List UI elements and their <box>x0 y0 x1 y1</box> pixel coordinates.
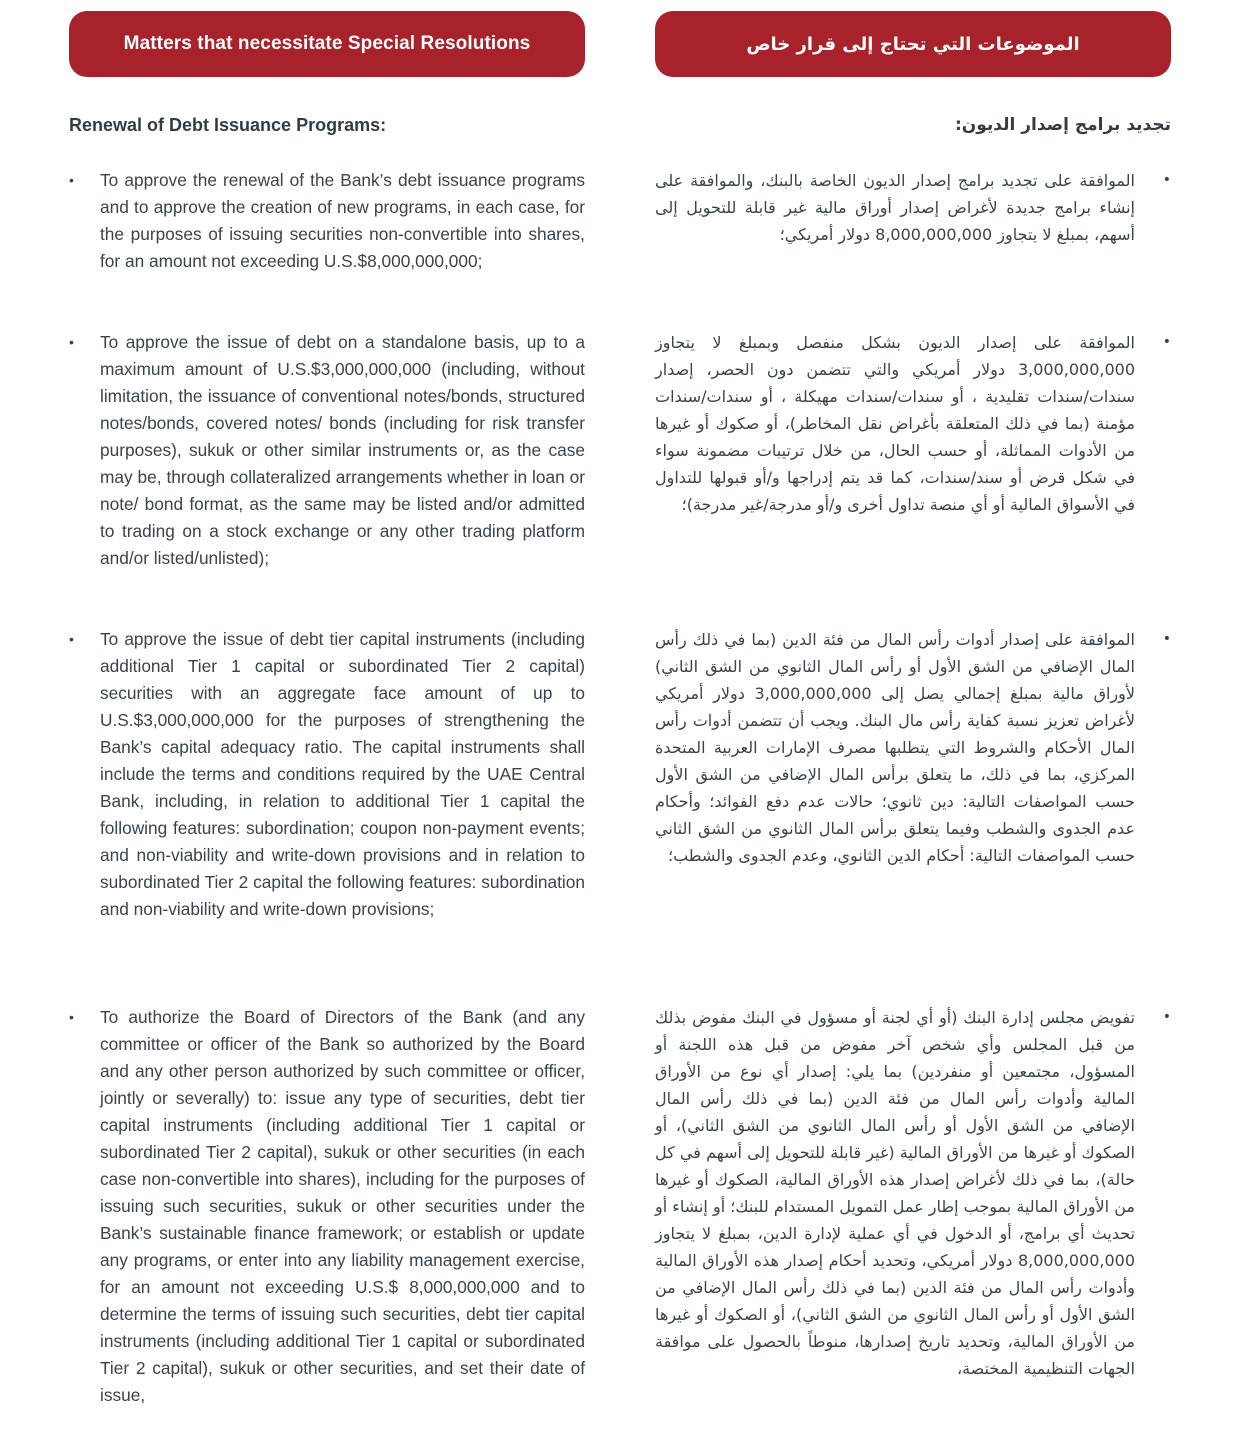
bullet-icon: • <box>1162 631 1171 647</box>
list-item-text: الموافقة على إصدار الديون بشكل منفصل وبمبلغ لا يتجاوز 3,000,000,000 دولار أمريكي والتي تتضمن دون الحصر، إصدار سندات/سندات تقليدية ، أو سندات/سندات مهيكلة ، أو سندات/سندات مؤمنة (بما في ذلك المتعلقة بأغراض نقل المخاطر)، أو صكوك أو غيرها من الأدوات المماثلة، أو حسب الحال، من خلال ترتيبات مضمونة سواء في شكل قرض أو سند/سندات، كما قد يتم إدراجها و/أو قبولها للتداول في الأسواق المالية أو أي منصة تداول أخرى و/أو مدرجة/غير مدرجة)؛ <box>655 333 1135 514</box>
bullet-icon: • <box>1162 334 1171 350</box>
english-section-title: Renewal of Debt Issuance Programs: <box>69 115 387 135</box>
list-item-text: تفويض مجلس إدارة البنك (أو أي لجنة أو مسؤول في البنك مفوض بذلك من قبل المجلس وأي شخص آخر مفوض من قبل هذه اللجنة أو المسؤول، مجتمعين أو منفردين) بما يلي: إصدار أي نوع من الأوراق المالية وأدوات رأس المال من فئة الدين (بما في ذلك رأس المال الإضافي من الشق الأول أو رأس المال الثانوي من الشق الثاني)، أو الصكوك أو غيرها من الأوراق المالية (غير قابلة للتحويل إلى أسهم في كل حالة)، بما في ذلك لأغراض إصدار هذه الأوراق المالية، الصكوك أو غيرها من الأوراق المالية بموجب إطار عمل التمويل المستدام للبنك؛ أو إنشاء أو تحديث أي برامج، أو الدخول في أي عملية لإدارة الدين، بمبلغ لا يتجاوز 8,000,000,000 دولار أمريكي، وتحديد أحكام إصدار هذه الأوراق المالية وأدوات رأس المال من فئة الدين (بما في ذلك رأس المال الإضافي من الشق الأول أو رأس المال الثانوي من الشق الثاني)، أو الصكوك أو غيرها من الأوراق المالية، وتحديد تاريخ إصدارها، منوطاً بالحصول على موافقة الجهات التنظيمية المختصة، <box>655 1008 1135 1378</box>
bullet-icon: • <box>69 631 74 647</box>
list-item <box>655 329 1171 599</box>
list-item <box>69 167 585 302</box>
bullet-icon: • <box>1162 1009 1171 1025</box>
english-resolution-list <box>69 167 585 1409</box>
list-item <box>655 626 1171 977</box>
list-item-text: الموافقة على تجديد برامج إصدار الديون الخاصة بالبنك، والموافقة على إنشاء برامج جديدة لأغراض إصدار أوراق مالية غير قابلة للتحويل إلى أسهم، بمبلغ لا يتجاوز 8,000,000,000 دولار أمريكي؛ <box>655 171 1135 244</box>
list-item <box>655 1004 1171 1382</box>
arabic-section-title: تجديد برامج إصدار الديون: <box>954 115 1171 135</box>
arabic-header-banner <box>655 11 1171 77</box>
english-column <box>69 11 585 1436</box>
arabic-column <box>655 11 1171 1409</box>
list-item <box>69 329 585 599</box>
bullet-icon: • <box>69 334 74 350</box>
english-header-title: Matters that necessitate Special Resolutions <box>123 33 531 54</box>
list-item-text: To approve the issue of debt tier capital instruments (including additional Tier 1 capital or subordinated Tier 2 capital) securities with an aggregate face amount of up to U.S.$3,000,000,000 for the purposes of strengthening the Bank’s capital adequacy ratio. The capital instruments shall include the terms and conditions required by the UAE Central Bank, including, in relation to additional Tier 1 capital the following features: subordination; coupon non-payment events; and non-viability and write-down provisions and in relation to subordinated Tier 2 capital the following features: subordination and non-viability and write-down provisions; <box>100 629 585 919</box>
bullet-icon: • <box>1162 172 1171 188</box>
list-item-text: To approve the issue of debt on a standalone basis, up to a maximum amount of U.S.$3,000,000,000 (including, without limitation, the issuance of conventional notes/bonds, structured notes/bonds, covered notes/ bonds (including for risk transfer purposes), sukuk or other similar instruments or, as the case may be, through collateralized arrangements whether in loan or note/ bond format, as the same may be listed and/or admitted to trading on a stock exchange or any other trading platform and/or listed/unlisted); <box>100 332 585 568</box>
list-item-text: To approve the renewal of the Bank’s debt issuance programs and to approve the creation of new programs, in each case, for the purposes of issuing securities non-convertible into shares, for an amount not exceeding U.S.$8,000,000,000; <box>100 170 585 271</box>
english-header-banner <box>69 11 585 77</box>
list-item-text: To authorize the Board of Directors of the Bank (and any committee or officer of the Bank so authorized by the Board and any other person authorized by such committee or officer, jointly or severally) to: issue any type of securities, debt tier capital instruments (including additional Tier 1 capital or subordinated Tier 2 capital), sukuk or other securities (in each case non-convertible into shares), including for the purposes of issuing such securities, sukuk or other securities under the Bank’s sustainable finance framework; or establish or update any programs, or enter into any liability management exercise, for an amount not exceeding U.S.$ 8,000,000,000 and to determine the terms of issuing such securities, debt tier capital instruments (including additional Tier 1 capital or subordinated Tier 2 capital), sukuk or other securities, and set their date of issue, <box>100 1007 585 1405</box>
bullet-icon: • <box>69 1009 74 1025</box>
list-item <box>69 1004 585 1409</box>
arabic-header-title: الموضوعات التي تحتاج إلى قرار خاص <box>746 33 1080 55</box>
list-item <box>655 167 1171 302</box>
list-item-text: الموافقة على إصدار أدوات رأس المال من فئة الدين (بما في ذلك رأس المال الإضافي من الشق الأول أو رأس المال الثانوي من الشق الثاني) لأوراق مالية بمبلغ إجمالي يصل إلى 3,000,000,000 دولار أمريكي لأغراض تعزيز نسبة كفاية رأس مال البنك. ويجب أن تتضمن أدوات رأس المال الأحكام والشروط التي يتطلبها مصرف الإمارات العربية المتحدة المركزي، بما في ذلك، ما يتعلق برأس المال الإضافي من الشق الأول حسب المواصفات التالية: دين ثانوي؛ حالات عدم دفع الفوائد؛ وأحكام عدم الجدوى والشطب وفيما يتعلق برأس المال الثانوي من الشق الثاني حسب المواصفات التالية: أحكام الدين الثانوي، وعدم الجدوى والشطب؛ <box>655 630 1136 865</box>
bullet-icon: • <box>69 172 74 188</box>
list-item <box>69 626 585 977</box>
arabic-resolution-list <box>655 167 1171 1382</box>
